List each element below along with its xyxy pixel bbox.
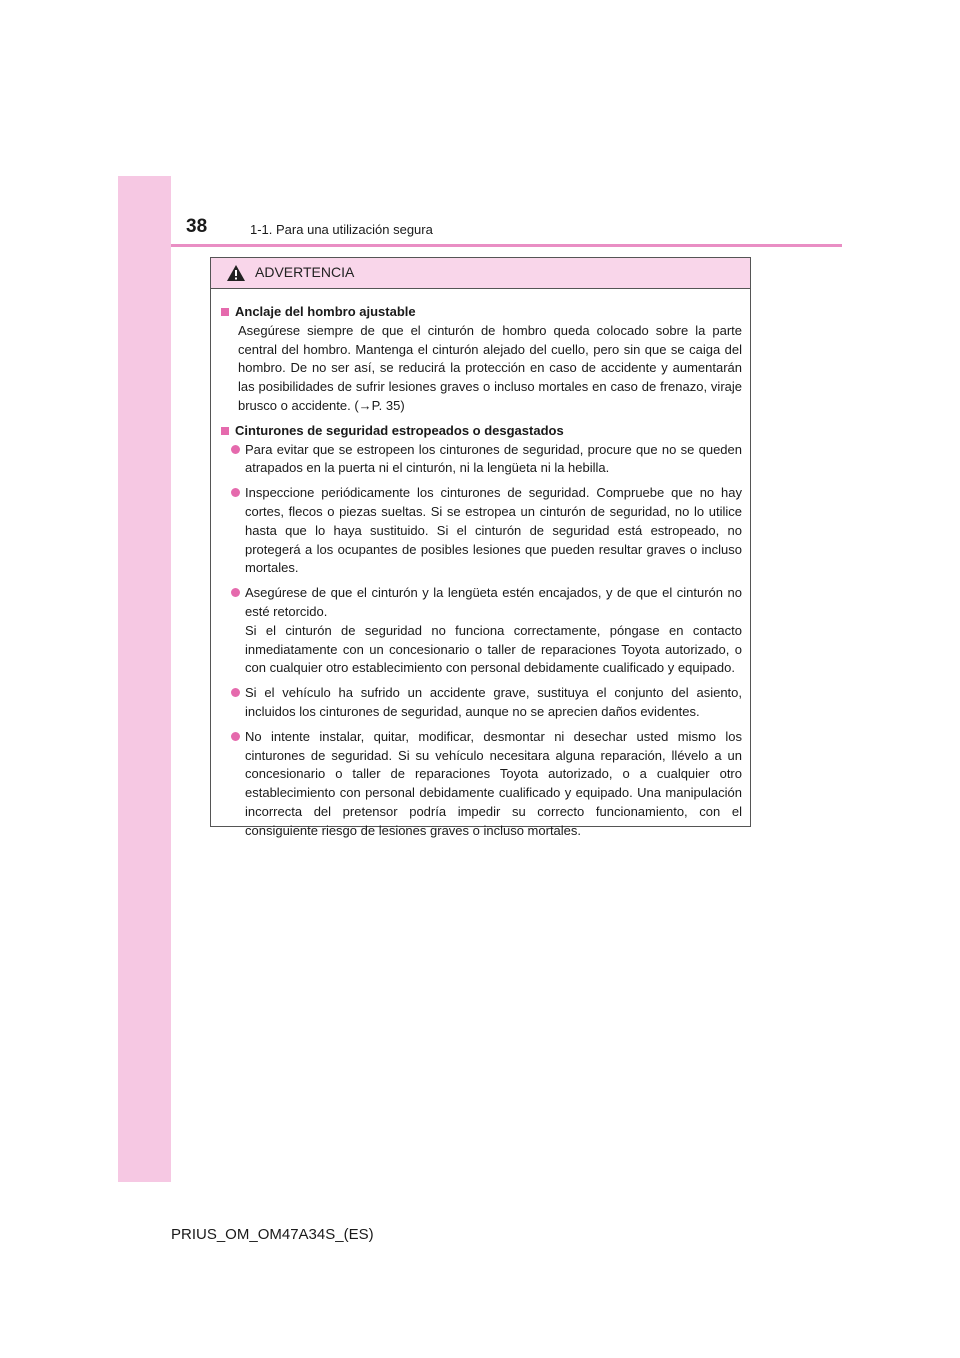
- list-item: No intente instalar, quitar, modificar, desmontar ni desechar usted mismo los cinturones de seguridad. Si su vehículo necesitara alguna reparación, llévelo a un concesionario o taller de reparaciones Toyota autorizado, o a cualquier otro establecimiento con personal debidamente cualificado y equipado. Una manipulación incorrecta del pretensor podría impedir su correcto funcionamiento, con el consiguiente riesgo de lesiones graves o incluso mortales.: [231, 728, 742, 841]
- section-title: 1-1. Para una utilización segura: [250, 222, 433, 237]
- list-item: Inspeccione periódicamente los cinturones de seguridad. Compruebe que no hay cortes, flecos o piezas sueltas. Si se estropea un cinturón de seguridad, no lo utilice hasta que lo haya sustituido. Si el cinturón de seguridad está estropeado, no protegerá a los ocupantes de posibles lesiones que pueden resultar graves o incluso mortales.: [231, 484, 742, 578]
- warning-box: [210, 257, 751, 838]
- document-code: PRIUS_OM_OM47A34S_(ES): [171, 1226, 374, 1243]
- square-bullet-icon: [221, 308, 229, 316]
- square-bullet-icon: [221, 427, 229, 435]
- circle-bullet-icon: [231, 732, 240, 741]
- chapter-side-band: [118, 176, 171, 1182]
- section-heading: Cinturones de seguridad estropeados o desgastados: [219, 422, 742, 441]
- warning-triangle-icon: [226, 264, 246, 282]
- header-divider: [171, 244, 842, 247]
- warning-body: [211, 289, 750, 841]
- circle-bullet-icon: [231, 688, 240, 697]
- list-item: Para evitar que se estropeen los cinturones de seguridad, procure que no se queden atrapados en la puerta ni el cinturón, ni la lengüeta ni la hebilla.: [231, 441, 742, 479]
- warning-title: ADVERTENCIA: [255, 264, 355, 280]
- section-paragraph: Asegúrese siempre de que el cinturón de hombro queda colocado sobre la parte central del hombro. Mantenga el cinturón alejado del cuello, pero sin que se caiga del hombro. De no ser así, se reducirá la protección en caso de accidente y aumentarán las posibilidades de sufrir lesiones graves o incluso mortales en caso de frenazo, viraje brusco o accidente. (→P. 35): [238, 322, 742, 413]
- circle-bullet-icon: [231, 488, 240, 497]
- circle-bullet-icon: [231, 588, 240, 597]
- page-header: [171, 176, 842, 248]
- list-item: Asegúrese de que el cinturón y la lengüeta estén encajados, y de que el cinturón no esté retorcido. Si el cinturón de seguridad no funciona correctamente, póngase en contacto inmediatamente con un concesionario o taller de reparaciones Toyota autorizado, o con cualquier otro establecimiento con personal debidamente cualificado y equipado.: [231, 584, 742, 678]
- circle-bullet-icon: [231, 445, 240, 454]
- warning-header: [211, 258, 750, 289]
- section-heading: Anclaje del hombro ajustable: [219, 303, 742, 322]
- page-number: 38: [186, 216, 208, 237]
- list-item: Si el vehículo ha sufrido un accidente grave, sustituya el conjunto del asiento, incluidos los cinturones de seguridad, aunque no se aprecien daños evidentes.: [231, 684, 742, 722]
